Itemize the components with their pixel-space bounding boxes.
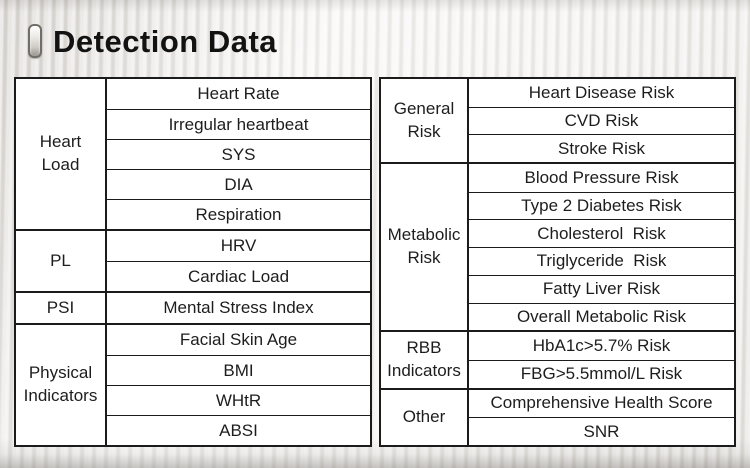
metric-cell [107,169,370,199]
metric-label: HbA1c>5.7% Risk [532,336,671,356]
group-header-label: Heart Load [39,132,82,174]
metric-cell [469,219,734,247]
table-group-psi [16,291,370,323]
title-bar [28,24,277,58]
group-header-cell [16,325,107,445]
metric-label: SNR [583,421,620,441]
metric-cell [469,247,734,275]
metric-label: HRV [220,236,257,255]
metric-cell [107,325,370,355]
group-header-cell [16,79,107,229]
group-header-cell [381,164,469,330]
metric-cell [469,107,734,135]
metric-cell [107,415,370,445]
metric-label: ABSI [219,420,258,440]
metric-label: Heart Rate [197,84,280,103]
metric-cell [107,199,370,229]
group-header-label: PSI [46,297,75,317]
metric-cell [469,332,734,360]
metric-cell [107,139,370,169]
group-header-label: Metabolic Risk [387,225,461,268]
metric-cell [107,293,370,323]
metric-label: CVD Risk [564,111,639,131]
table-group-metabolic-risk [381,162,734,330]
group-header-label: General Risk [393,98,455,141]
table-group-other [381,388,734,445]
metric-cell [107,109,370,139]
detection-tables [14,77,736,447]
group-header-label: PL [50,250,71,270]
metric-cell [107,231,370,261]
metric-cell [469,303,734,331]
metric-label: Cholesterol Risk [537,223,666,243]
metric-label: Overall Metabolic Risk [516,306,687,326]
metric-label: Stroke Risk [558,138,645,158]
metric-label: BMI [223,360,254,380]
group-header-label: Physical Indicators [23,363,98,405]
group-header-cell [16,293,107,323]
detection-table-left [14,77,372,447]
metric-label: FBG>5.5mmol/L Risk [520,364,683,384]
group-header-label: Other [402,406,446,426]
metric-label: Heart Disease Risk [528,82,675,102]
metric-label: DIA [224,174,253,194]
metric-label: Comprehensive Health Score [490,393,713,413]
metric-label: Cardiac Load [187,266,290,286]
group-header-label: RBB Indicators [387,337,461,380]
metric-cell [469,79,734,107]
metric-label: Irregular heartbeat [168,114,309,134]
metric-label: Blood Pressure Risk [524,167,679,187]
table-group-physical-indicators [16,323,370,445]
metric-cell [469,164,734,192]
metric-cell [469,134,734,162]
metric-label: Type 2 Diabetes Risk [521,196,682,216]
metric-cell [469,390,734,418]
group-header-cell [381,390,469,445]
metric-label: Fatty Liver Risk [542,279,661,299]
metric-cell [107,385,370,415]
metric-cell [469,360,734,388]
metric-label: Respiration [195,204,282,224]
page-title: Detection Data [53,23,278,59]
metric-cell [469,417,734,445]
metric-cell [469,192,734,220]
metric-cell [469,275,734,303]
metric-cell [107,261,370,291]
metric-label: Triglyceride Risk [536,251,667,271]
group-header-cell [381,79,469,162]
group-header-cell [381,332,469,387]
detection-table-right [379,77,736,447]
metric-label: WHtR [215,390,262,410]
table-group-heart-load [16,79,370,229]
group-header-cell [16,231,107,291]
table-group-pl [16,229,370,291]
metric-label: SYS [221,144,256,164]
table-group-rbb-indicators [381,330,734,387]
metric-cell [107,79,370,109]
metric-label: Mental Stress Index [163,298,314,317]
metric-cell [107,355,370,385]
table-group-general-risk [381,79,734,162]
capsule-bullet-icon [28,24,42,58]
metric-label: Facial Skin Age [179,330,298,349]
